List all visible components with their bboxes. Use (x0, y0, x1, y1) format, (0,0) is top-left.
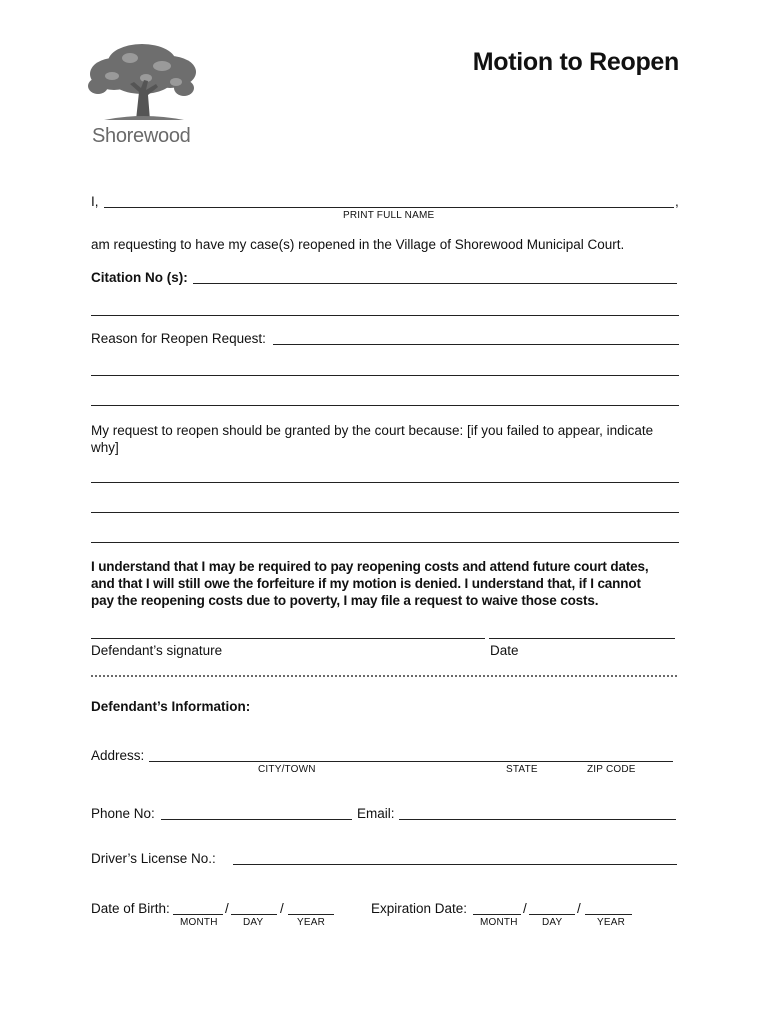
citation-field[interactable] (193, 283, 677, 284)
email-field[interactable] (399, 819, 676, 820)
dob-day-field[interactable] (231, 914, 277, 915)
granted-reason-field-1[interactable] (91, 482, 679, 483)
granted-reason-field-3[interactable] (91, 542, 679, 543)
page-title: Motion to Reopen (472, 48, 679, 76)
signature-field[interactable] (91, 638, 485, 639)
logo-wordmark: Shorewood (92, 125, 191, 147)
zip-caption: ZIP CODE (587, 764, 636, 775)
full-name-field[interactable] (104, 207, 674, 208)
citation-label: Citation No (s): (91, 270, 188, 285)
reason-field[interactable] (273, 344, 679, 345)
acknowledgment-line-3: pay the reopening costs due to poverty, I may file a request to waive those costs. (91, 593, 599, 608)
license-label: Driver’s License No.: (91, 851, 216, 866)
dob-day-caption: DAY (243, 917, 264, 928)
granted-reason-field-2[interactable] (91, 512, 679, 513)
exp-month-field[interactable] (473, 914, 521, 915)
exp-month-caption: MONTH (480, 917, 518, 928)
reason-label: Reason for Reopen Request: (91, 331, 266, 346)
name-prefix: I, (91, 194, 99, 209)
acknowledgment-line-1: I understand that I may be required to pay reopening costs and attend future court dates, (91, 559, 649, 574)
tree-icon (84, 40, 202, 122)
date-field[interactable] (489, 638, 675, 639)
phone-label: Phone No: (91, 806, 155, 821)
acknowledgment-line-2: and that I will still owe the forfeiture if my motion is denied. I understand that, if I cannot (91, 576, 641, 591)
reason-field-line-2[interactable] (91, 375, 679, 376)
granted-reason-text-2: why] (91, 440, 119, 455)
dob-year-caption: YEAR (297, 917, 326, 928)
address-label: Address: (91, 748, 145, 763)
dob-slash-1: / (225, 901, 229, 916)
citation-field-line-2[interactable] (91, 315, 679, 316)
exp-day-field[interactable] (529, 914, 575, 915)
date-label: Date (490, 643, 519, 658)
license-field[interactable] (233, 864, 677, 865)
shorewood-logo (84, 40, 202, 150)
dob-label: Date of Birth: (91, 901, 170, 916)
city-caption: CITY/TOWN (258, 764, 316, 775)
exp-slash-2: / (577, 901, 581, 916)
address-field[interactable] (149, 761, 673, 762)
reason-field-line-3[interactable] (91, 405, 679, 406)
exp-year-caption: YEAR (597, 917, 626, 928)
dob-month-field[interactable] (173, 914, 223, 915)
state-caption: STATE (506, 764, 538, 775)
full-name-caption: PRINT FULL NAME (343, 210, 435, 221)
signature-label: Defendant’s signature (91, 643, 223, 658)
email-label: Email: (357, 806, 395, 821)
request-statement: am requesting to have my case(s) reopened in the Village of Shorewood Municipal Court. (91, 237, 625, 252)
dob-month-caption: MONTH (180, 917, 218, 928)
separator-line (90, 674, 679, 678)
defendant-info-heading: Defendant’s Information: (91, 699, 251, 714)
dob-slash-2: / (280, 901, 284, 916)
exp-day-caption: DAY (542, 917, 563, 928)
granted-reason-text-1: My request to reopen should be granted by the court because: [if you failed to appear, indicate (91, 423, 654, 438)
expiration-label: Expiration Date: (371, 901, 468, 916)
name-suffix: , (675, 194, 679, 209)
exp-slash-1: / (523, 901, 527, 916)
phone-field[interactable] (161, 819, 352, 820)
exp-year-field[interactable] (585, 914, 632, 915)
dob-year-field[interactable] (288, 914, 334, 915)
